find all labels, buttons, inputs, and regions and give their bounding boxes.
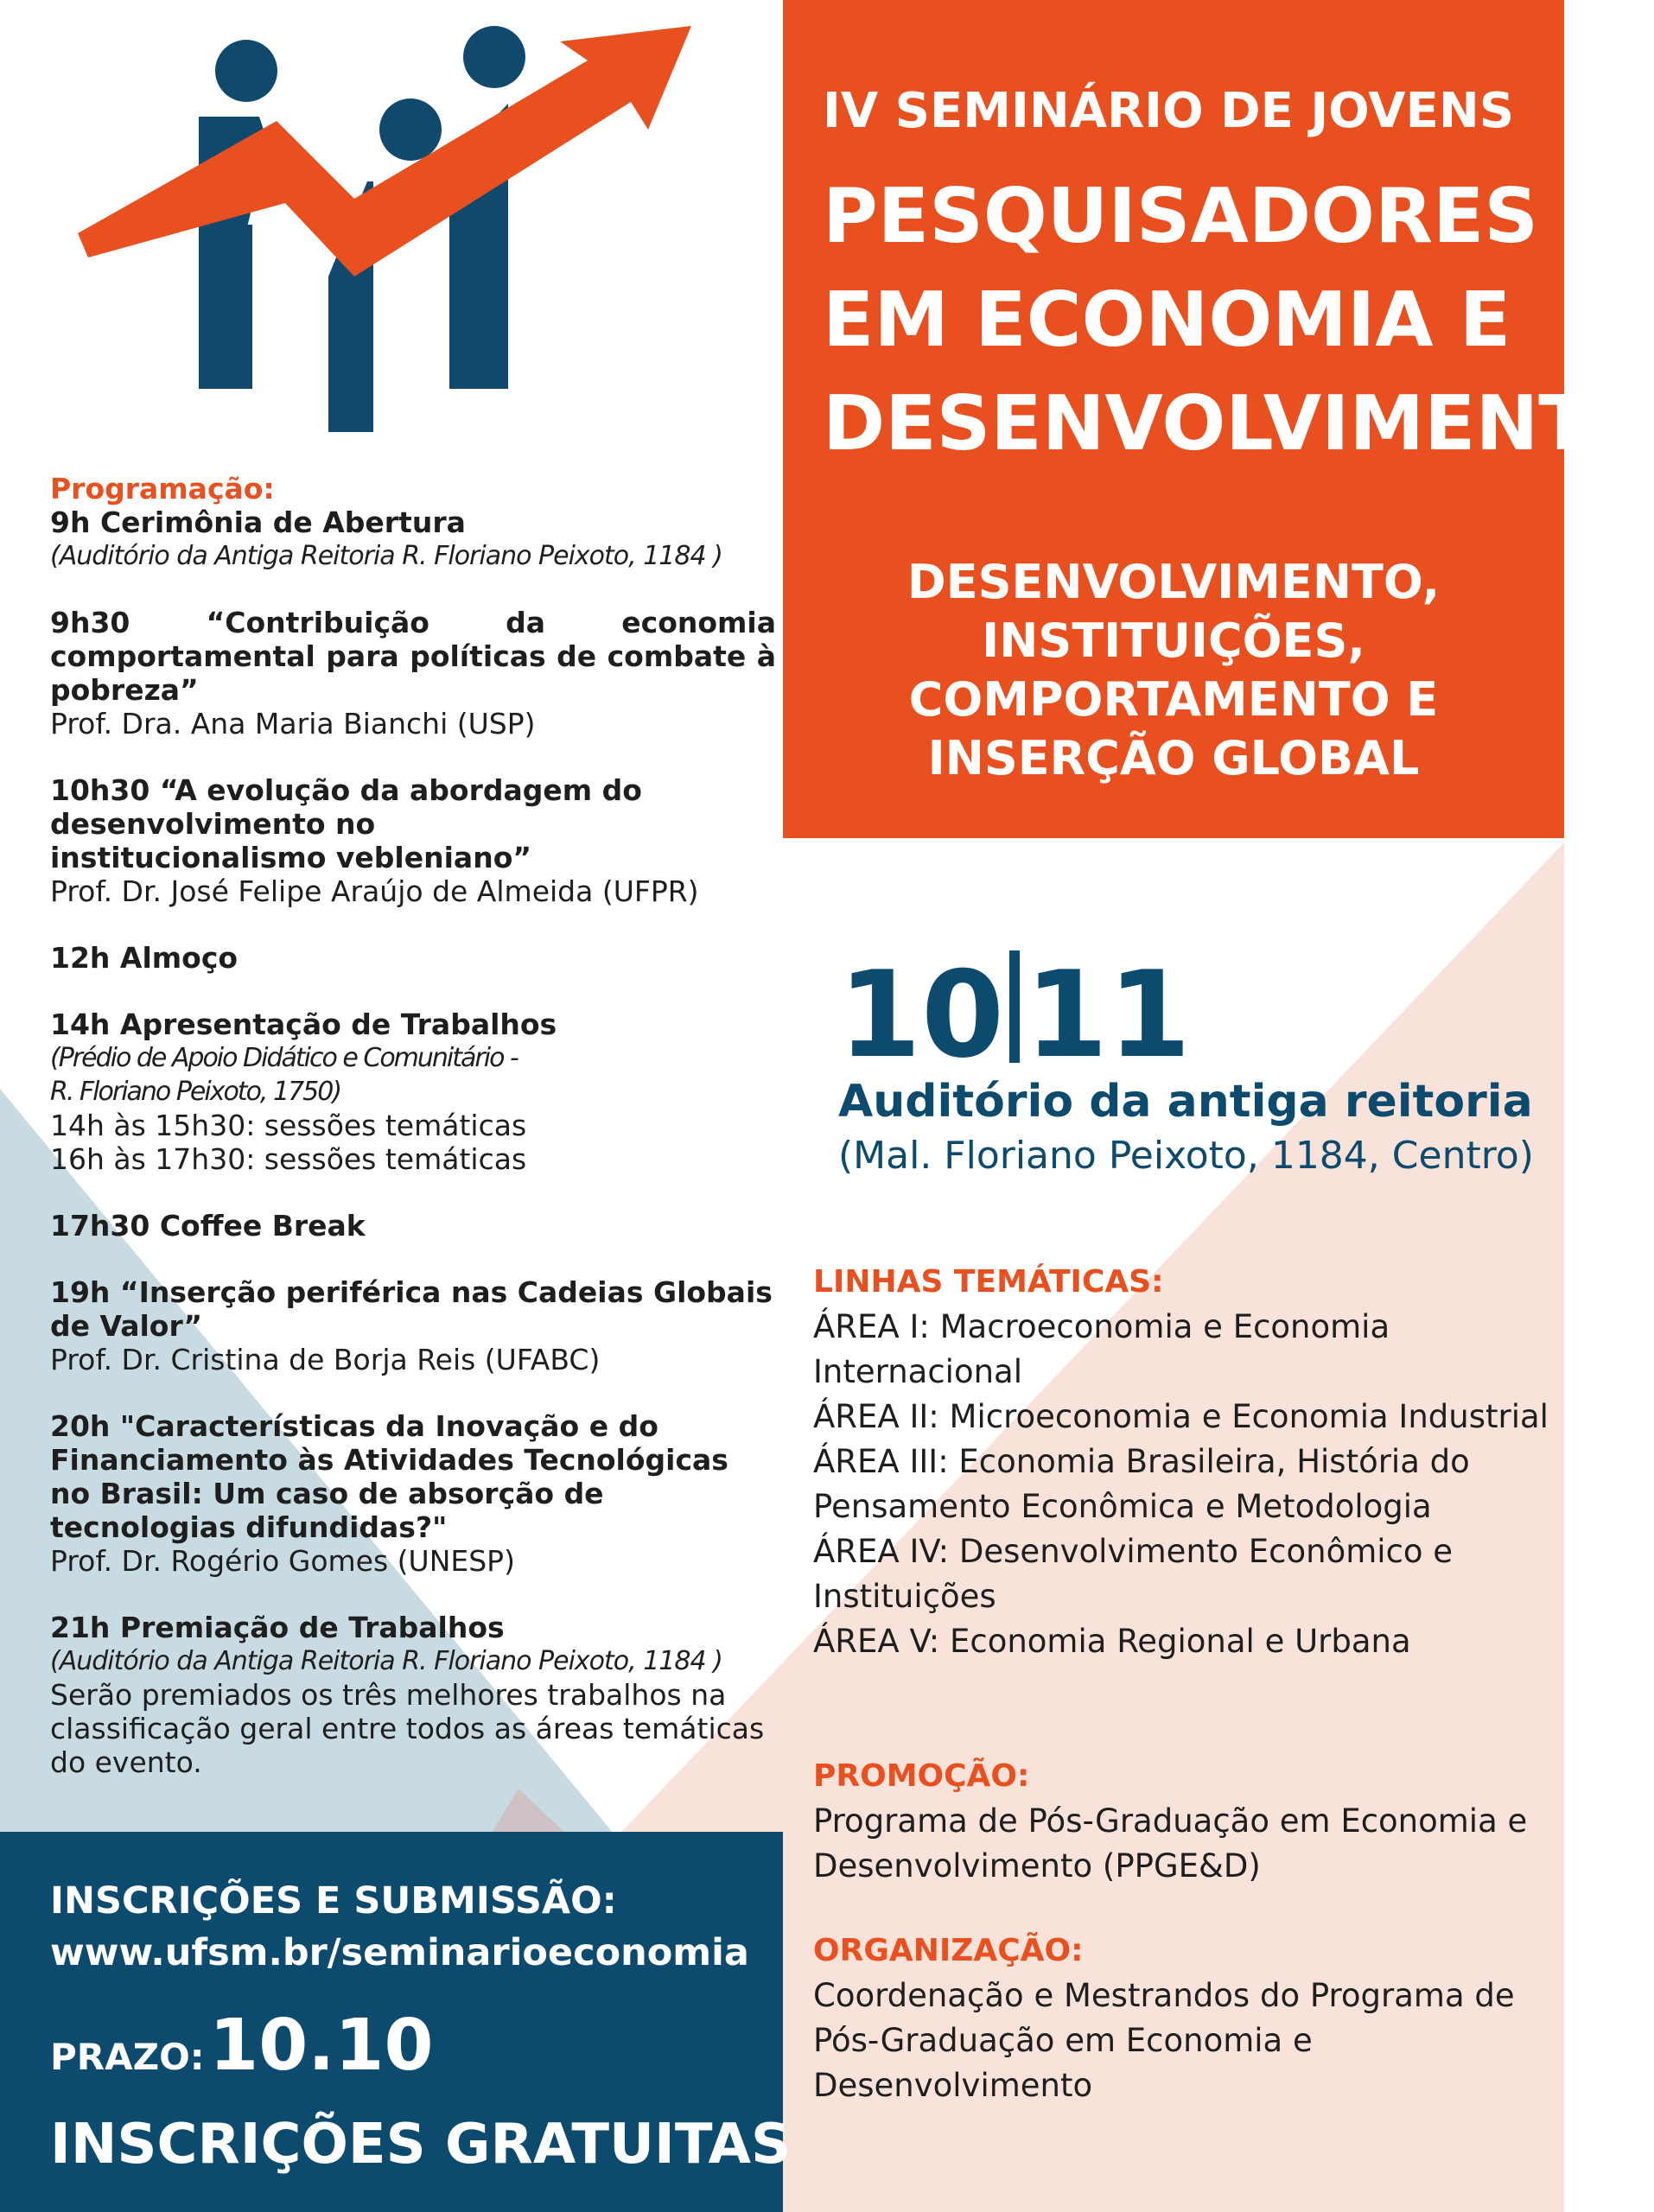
promotion-text: Programa de Pós-Graduação em Economia e Desenvolvimento (PPGE&D) [813, 1802, 1528, 1885]
organization-text: Coordenação e Mestrandos do Programa de Pós-Graduação em Economia e Desenvolvimento [813, 1977, 1515, 2104]
title-box [783, 0, 1654, 838]
theme-item: ÁREA I: Macroeconomia e Economia Internacional [813, 1308, 1390, 1390]
date-separator [1009, 950, 1020, 1063]
seminar-theme-line: INSTITUIÇÕES, [982, 613, 1365, 668]
theme-item: ÁREA IV: Desenvolvimento Econômico e Instituições [813, 1533, 1454, 1615]
logo-person-head-2 [379, 99, 442, 161]
seminar-title-line: PESQUISADORES [823, 172, 1539, 260]
event-location: (Prédio de Apoio Didático e Comunitário - [50, 1043, 518, 1073]
registration-footer [0, 1832, 792, 2212]
seminar-theme [783, 553, 1564, 788]
seminar-title-line: DESENVOLVIMENTO [823, 379, 1654, 467]
logo-growth-arrow [78, 26, 691, 276]
event-speaker: Prof. Dra. Ana Maria Bianchi (USP) [50, 707, 536, 741]
program-event [50, 606, 776, 741]
event-location: (Auditório da Antiga Reitoria R. Floriano Peixoto, 1184 ) [50, 541, 722, 571]
event-location: (Auditório da Antiga Reitoria R. Floriano Peixoto, 1184 ) [50, 1646, 722, 1676]
logo-person-head-1 [215, 40, 277, 102]
program-event [50, 1007, 776, 1176]
seminar-logo [69, 26, 709, 441]
program-event [50, 941, 776, 975]
themes-block [813, 1260, 1548, 1664]
program-event [50, 773, 776, 908]
themes-heading: LINHAS TEMÁTICAS: [813, 1264, 1164, 1300]
event-note: Serão premiados os três melhores trabalhos na classificação geral entre todos as áreas temáticas do evento. [50, 1678, 765, 1779]
event-title: 20h "Características da Inovação e do Financiamento às Atividades Tecnológicas no Brasil: Um caso de absorção de tecnologias difundidas?" [50, 1409, 728, 1544]
event-session: 16h às 17h30: sessões temáticas [50, 1142, 527, 1176]
program-event [50, 1275, 776, 1376]
program-event [50, 1409, 776, 1578]
event-speaker: Prof. Dr. Cristina de Borja Reis (UFABC) [50, 1343, 601, 1376]
event-date-day: 10 [838, 945, 1005, 1084]
program-event [50, 1611, 776, 1779]
logo-person-head-3 [463, 26, 525, 88]
event-title: 9h30 “Contribuição da economia comportamental para políticas de combate à pobreza” [50, 606, 776, 707]
registration-label: INSCRIÇÕES E SUBMISSÃO: [50, 1879, 617, 1923]
registration-info [50, 1875, 749, 1979]
seminar-title-line1: IV SEMINÁRIO DE JOVENS [823, 83, 1515, 139]
promotion-block [813, 1754, 1548, 1889]
event-title: 19h “Inserção periférica nas Cadeias Globais de Valor” [50, 1275, 773, 1343]
free-registration: INSCRIÇÕES GRATUITAS [50, 2113, 792, 2177]
event-speaker: Prof. Dr. José Felipe Araújo de Almeida (UFPR) [50, 874, 699, 908]
event-speaker: Prof. Dr. Rogério Gomes (UNESP) [50, 1544, 515, 1578]
registration-url[interactable]: www.ufsm.br/seminarioeconomia [50, 1931, 749, 1974]
promotion-heading: PROMOÇÃO: [813, 1758, 1030, 1794]
seminar-theme-line: COMPORTAMENTO E [908, 672, 1439, 727]
deadline-label: PRAZO: [50, 2036, 205, 2078]
seminar-title-line: EM ECONOMIA E [823, 276, 1511, 364]
program-schedule [50, 472, 776, 1812]
logo-person-body-1b [207, 225, 252, 389]
event-title: 10h30 “A evolução da abordagem do desenvolvimento no institucionalismo vebleniano” [50, 773, 642, 874]
theme-item: ÁREA II: Microeconomia e Economia Industrial [813, 1398, 1549, 1435]
event-title: 12h Almoço [50, 941, 239, 975]
seminar-theme-line: DESENVOLVIMENTO, [907, 555, 1441, 609]
event-session: 14h às 15h30: sessões temáticas [50, 1109, 527, 1142]
program-heading: Programação: [50, 472, 275, 505]
theme-item: ÁREA V: Economia Regional e Urbana [813, 1623, 1411, 1660]
seminar-title [823, 164, 1654, 475]
organization-heading: ORGANIZAÇÃO: [813, 1933, 1084, 1968]
venue-name: Auditório da antiga reitoria [838, 1076, 1533, 1128]
event-title: 21h Premiação de Trabalhos [50, 1611, 505, 1644]
event-date [838, 945, 1192, 1084]
event-title: 17h30 Coffee Break [50, 1209, 366, 1243]
info-column [813, 1260, 1548, 2148]
organization-block [813, 1929, 1548, 2108]
deadline-value: 10.10 [209, 2005, 434, 2087]
program-event [50, 505, 776, 573]
event-title: 9h Cerimônia de Abertura [50, 505, 466, 539]
event-location: R. Floriano Peixoto, 1750) [50, 1077, 341, 1107]
deadline [50, 2005, 434, 2087]
venue-address: (Mal. Floriano Peixoto, 1184, Centro) [838, 1134, 1534, 1178]
program-event [50, 1209, 776, 1243]
seminar-theme-line: INSERÇÃO GLOBAL [927, 731, 1420, 785]
event-title: 14h Apresentação de Trabalhos [50, 1007, 557, 1041]
theme-item: ÁREA III: Economia Brasileira, História do Pensamento Econômica e Metodologia [813, 1443, 1470, 1525]
event-date-month: 11 [1025, 945, 1192, 1084]
